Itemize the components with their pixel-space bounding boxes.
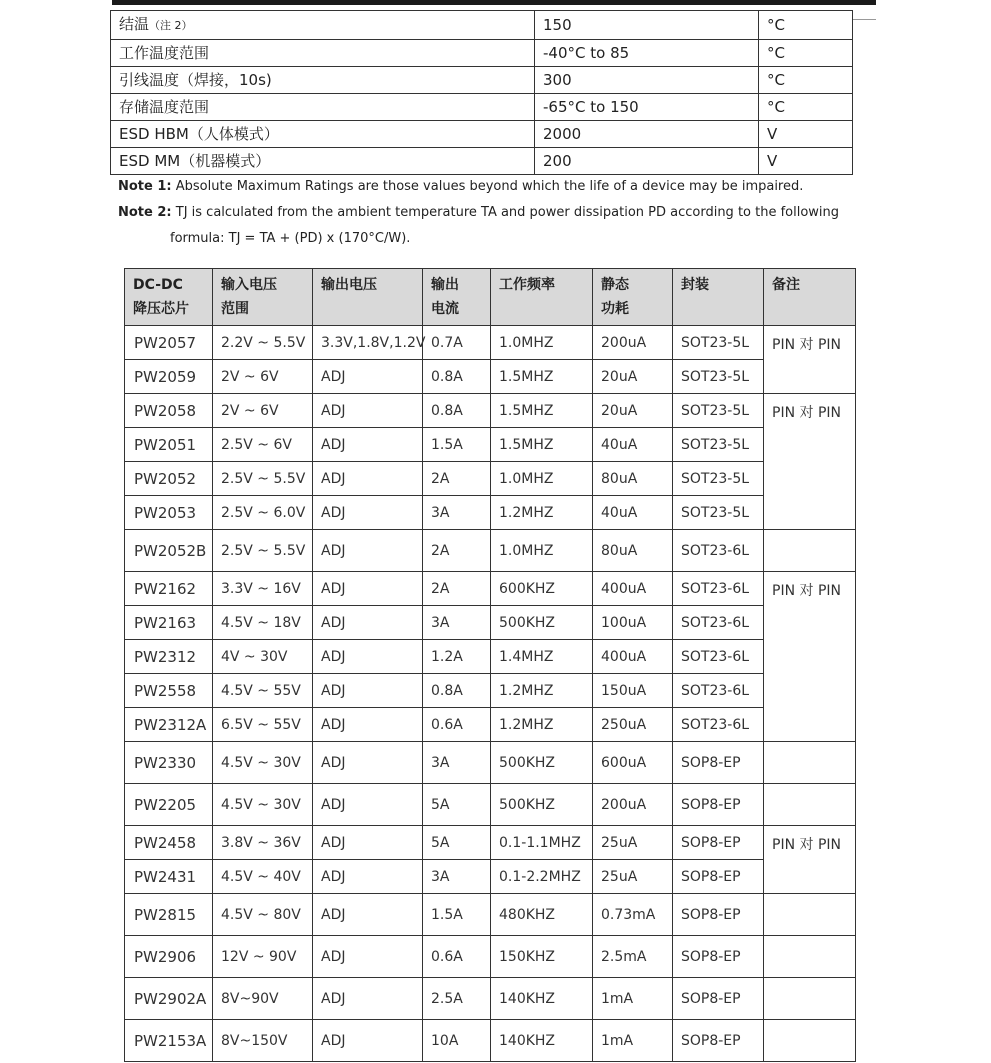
cell-quiescent-current: 200uA <box>593 784 673 826</box>
cell-package: SOT23-5L <box>673 428 764 462</box>
table-row <box>125 784 856 826</box>
cell-frequency: 1.5MHZ <box>491 360 593 394</box>
cell-quiescent-current: 100uA <box>593 606 673 640</box>
cell-model: PW2312 <box>125 640 213 674</box>
rating-unit: V <box>759 121 853 148</box>
cell-frequency: 1.2MHZ <box>491 708 593 742</box>
cell-quiescent-current: 20uA <box>593 360 673 394</box>
cell-package: SOP8-EP <box>673 784 764 826</box>
cell-output-current: 2A <box>423 530 491 572</box>
absolute-max-ratings-table <box>110 10 853 175</box>
rating-param: 工作温度范围 <box>119 44 210 62</box>
cell-model: PW2205 <box>125 784 213 826</box>
column-header <box>125 269 213 326</box>
cell-output-voltage: ADJ <box>313 742 423 784</box>
table-row <box>125 674 856 708</box>
ratings-row <box>111 94 853 121</box>
cell-remark <box>764 978 856 1020</box>
rating-param-cell <box>111 40 535 67</box>
cell-package: SOP8-EP <box>673 978 764 1020</box>
cell-output-voltage: ADJ <box>313 978 423 1020</box>
cell-output-current: 3A <box>423 606 491 640</box>
cell-model: PW2431 <box>125 860 213 894</box>
cell-package: SOT23-6L <box>673 674 764 708</box>
table-row <box>125 394 856 428</box>
cell-input-range: 4.5V ~ 30V <box>213 742 313 784</box>
cell-model: PW2815 <box>125 894 213 936</box>
cell-input-range: 3.8V ~ 36V <box>213 826 313 860</box>
cell-package: SOT23-5L <box>673 394 764 428</box>
cell-output-current: 1.5A <box>423 894 491 936</box>
cell-remark: PIN 对 PIN <box>764 826 856 894</box>
rating-unit: °C <box>759 40 853 67</box>
cell-quiescent-current: 1mA <box>593 978 673 1020</box>
rating-unit: °C <box>759 11 853 40</box>
column-header <box>213 269 313 326</box>
column-header-line1: 备注 <box>772 277 800 293</box>
rating-param-cell <box>111 121 535 148</box>
column-header-line2: 降压芯片 <box>133 301 189 317</box>
cell-package: SOT23-6L <box>673 530 764 572</box>
cell-output-voltage: ADJ <box>313 360 423 394</box>
cell-quiescent-current: 40uA <box>593 428 673 462</box>
cell-package: SOP8-EP <box>673 894 764 936</box>
cell-input-range: 8V~90V <box>213 978 313 1020</box>
table-row <box>125 496 856 530</box>
cell-output-current: 0.6A <box>423 708 491 742</box>
rating-param-note: （注 2） <box>149 19 193 32</box>
cell-remark <box>764 530 856 572</box>
cell-output-current: 0.8A <box>423 360 491 394</box>
table-row <box>125 894 856 936</box>
note-2-label: Note 2: <box>118 205 172 220</box>
cell-output-voltage: ADJ <box>313 936 423 978</box>
cell-frequency: 0.1-2.2MHZ <box>491 860 593 894</box>
cell-frequency: 1.5MHZ <box>491 428 593 462</box>
cell-output-voltage: ADJ <box>313 530 423 572</box>
table-row <box>125 978 856 1020</box>
rating-param-cell <box>111 148 535 175</box>
cell-quiescent-current: 80uA <box>593 530 673 572</box>
column-header-line1: 输入电压 <box>221 277 277 293</box>
cell-output-voltage: ADJ <box>313 572 423 606</box>
column-header <box>491 269 593 326</box>
table-row <box>125 640 856 674</box>
cell-quiescent-current: 400uA <box>593 572 673 606</box>
cell-model: PW2052 <box>125 462 213 496</box>
cell-input-range: 2.5V ~ 6.0V <box>213 496 313 530</box>
cell-quiescent-current: 2.5mA <box>593 936 673 978</box>
cell-package: SOP8-EP <box>673 860 764 894</box>
cell-frequency: 1.2MHZ <box>491 496 593 530</box>
cell-quiescent-current: 250uA <box>593 708 673 742</box>
cell-package: SOT23-6L <box>673 708 764 742</box>
cell-frequency: 0.1-1.1MHZ <box>491 826 593 860</box>
note-1-text: Absolute Maximum Ratings are those values beyond which the life of a device may be impaired. <box>171 179 804 194</box>
table-header-row <box>125 269 856 326</box>
column-header <box>423 269 491 326</box>
cell-input-range: 6.5V ~ 55V <box>213 708 313 742</box>
table-row <box>125 606 856 640</box>
table-row <box>125 826 856 860</box>
cell-quiescent-current: 1mA <box>593 1020 673 1062</box>
table-row <box>125 572 856 606</box>
cell-output-voltage: ADJ <box>313 674 423 708</box>
cell-package: SOT23-5L <box>673 496 764 530</box>
cell-output-voltage: ADJ <box>313 496 423 530</box>
cell-quiescent-current: 20uA <box>593 394 673 428</box>
cell-quiescent-current: 80uA <box>593 462 673 496</box>
cell-output-current: 3A <box>423 742 491 784</box>
cell-model: PW2057 <box>125 326 213 360</box>
rating-param-cell <box>111 11 535 40</box>
rating-param: ESD MM（机器模式） <box>119 152 271 170</box>
table-row <box>125 462 856 496</box>
cell-output-voltage: ADJ <box>313 860 423 894</box>
cell-output-voltage: ADJ <box>313 428 423 462</box>
cell-frequency: 1.2MHZ <box>491 674 593 708</box>
column-header-line2: 电流 <box>431 301 459 317</box>
cell-quiescent-current: 400uA <box>593 640 673 674</box>
column-header-line1: 封装 <box>681 277 709 293</box>
cell-input-range: 3.3V ~ 16V <box>213 572 313 606</box>
column-header-line1: 工作频率 <box>499 277 555 293</box>
column-header-line2: 功耗 <box>601 301 629 317</box>
ratings-row <box>111 121 853 148</box>
cell-remark: PIN 对 PIN <box>764 394 856 530</box>
cell-input-range: 4.5V ~ 80V <box>213 894 313 936</box>
rating-value: 2000 <box>535 121 759 148</box>
cell-frequency: 500KHZ <box>491 784 593 826</box>
rating-value: 300 <box>535 67 759 94</box>
cell-input-range: 2.2V ~ 5.5V <box>213 326 313 360</box>
cell-remark: PIN 对 PIN <box>764 572 856 742</box>
note-2-text: TJ is calculated from the ambient temperature TA and power dissipation PD according to the following <box>171 205 840 220</box>
cell-package: SOP8-EP <box>673 826 764 860</box>
cell-package: SOP8-EP <box>673 1020 764 1062</box>
column-header <box>593 269 673 326</box>
cell-model: PW2312A <box>125 708 213 742</box>
column-header-line1: 静态 <box>601 277 629 293</box>
cell-output-current: 3A <box>423 860 491 894</box>
cell-input-range: 4.5V ~ 55V <box>213 674 313 708</box>
table-row <box>125 708 856 742</box>
cell-output-current: 0.8A <box>423 394 491 428</box>
cell-quiescent-current: 150uA <box>593 674 673 708</box>
cell-output-voltage: ADJ <box>313 606 423 640</box>
cell-output-voltage: ADJ <box>313 708 423 742</box>
cell-model: PW2902A <box>125 978 213 1020</box>
rating-value: 150 <box>535 11 759 40</box>
rating-param-cell <box>111 67 535 94</box>
cell-remark <box>764 936 856 978</box>
cell-model: PW2163 <box>125 606 213 640</box>
cell-output-voltage: ADJ <box>313 784 423 826</box>
ratings-row <box>111 40 853 67</box>
rating-param: 结温 <box>119 15 150 33</box>
cell-output-current: 10A <box>423 1020 491 1062</box>
cell-output-current: 2A <box>423 572 491 606</box>
rating-param: ESD HBM（人体模式） <box>119 125 279 143</box>
cell-package: SOP8-EP <box>673 742 764 784</box>
cell-frequency: 140KHZ <box>491 978 593 1020</box>
rating-param: 存储温度范围 <box>119 98 210 116</box>
cell-package: SOT23-5L <box>673 326 764 360</box>
cell-frequency: 600KHZ <box>491 572 593 606</box>
cell-model: PW2153A <box>125 1020 213 1062</box>
cell-output-current: 1.2A <box>423 640 491 674</box>
cell-model: PW2053 <box>125 496 213 530</box>
column-header-line2: 范围 <box>221 301 249 317</box>
cell-remark <box>764 742 856 784</box>
cell-output-current: 5A <box>423 826 491 860</box>
cell-frequency: 1.0MHZ <box>491 326 593 360</box>
cell-package: SOT23-5L <box>673 360 764 394</box>
cell-output-voltage: 3.3V,1.8V,1.2V <box>313 326 423 360</box>
cell-output-voltage: ADJ <box>313 894 423 936</box>
cell-input-range: 2.5V ~ 5.5V <box>213 462 313 496</box>
table-row <box>125 360 856 394</box>
cell-input-range: 2V ~ 6V <box>213 394 313 428</box>
cell-model: PW2458 <box>125 826 213 860</box>
cell-model: PW2052B <box>125 530 213 572</box>
cell-input-range: 2.5V ~ 5.5V <box>213 530 313 572</box>
column-header <box>673 269 764 326</box>
cell-input-range: 8V~150V <box>213 1020 313 1062</box>
table-row <box>125 936 856 978</box>
ratings-row <box>111 67 853 94</box>
column-header-line1: DC-DC <box>133 277 183 293</box>
cell-package: SOT23-6L <box>673 572 764 606</box>
ratings-row <box>111 11 853 40</box>
cell-input-range: 4.5V ~ 40V <box>213 860 313 894</box>
cell-model: PW2906 <box>125 936 213 978</box>
cell-output-current: 5A <box>423 784 491 826</box>
cell-output-current: 3A <box>423 496 491 530</box>
cell-input-range: 12V ~ 90V <box>213 936 313 978</box>
cell-output-current: 0.6A <box>423 936 491 978</box>
cell-remark <box>764 784 856 826</box>
cell-quiescent-current: 25uA <box>593 860 673 894</box>
cell-frequency: 1.0MHZ <box>491 462 593 496</box>
cell-input-range: 4.5V ~ 18V <box>213 606 313 640</box>
top-rule-thin <box>852 19 876 20</box>
column-header <box>764 269 856 326</box>
cell-output-current: 0.8A <box>423 674 491 708</box>
dc-dc-buck-product-table <box>124 268 856 1062</box>
cell-model: PW2059 <box>125 360 213 394</box>
cell-remark <box>764 1020 856 1062</box>
cell-output-current: 0.7A <box>423 326 491 360</box>
rating-unit: V <box>759 148 853 175</box>
table-row <box>125 742 856 784</box>
cell-output-voltage: ADJ <box>313 826 423 860</box>
note-1 <box>118 178 803 196</box>
cell-output-current: 1.5A <box>423 428 491 462</box>
rating-value: -40°C to 85 <box>535 40 759 67</box>
cell-frequency: 1.4MHZ <box>491 640 593 674</box>
cell-remark: PIN 对 PIN <box>764 326 856 394</box>
cell-model: PW2558 <box>125 674 213 708</box>
cell-output-current: 2.5A <box>423 978 491 1020</box>
cell-frequency: 1.5MHZ <box>491 394 593 428</box>
cell-output-voltage: ADJ <box>313 640 423 674</box>
cell-quiescent-current: 0.73mA <box>593 894 673 936</box>
note-2 <box>118 204 860 222</box>
cell-quiescent-current: 200uA <box>593 326 673 360</box>
cell-model: PW2051 <box>125 428 213 462</box>
cell-model: PW2330 <box>125 742 213 784</box>
cell-input-range: 2.5V ~ 6V <box>213 428 313 462</box>
note-1-label: Note 1: <box>118 179 172 194</box>
cell-model: PW2162 <box>125 572 213 606</box>
cell-remark <box>764 894 856 936</box>
cell-frequency: 1.0MHZ <box>491 530 593 572</box>
ratings-row <box>111 148 853 175</box>
column-header-line1: 输出 <box>431 277 459 293</box>
table-row <box>125 860 856 894</box>
cell-frequency: 140KHZ <box>491 1020 593 1062</box>
cell-quiescent-current: 25uA <box>593 826 673 860</box>
column-header-line1: 输出电压 <box>321 277 377 293</box>
column-header <box>313 269 423 326</box>
note-2-formula: formula: TJ = TA + (PD) x (170°C/W). <box>170 231 411 246</box>
rating-value: -65°C to 150 <box>535 94 759 121</box>
top-rule <box>112 0 876 5</box>
cell-package: SOT23-6L <box>673 606 764 640</box>
table-row <box>125 428 856 462</box>
cell-input-range: 2V ~ 6V <box>213 360 313 394</box>
rating-value: 200 <box>535 148 759 175</box>
cell-model: PW2058 <box>125 394 213 428</box>
cell-quiescent-current: 40uA <box>593 496 673 530</box>
rating-unit: °C <box>759 67 853 94</box>
cell-package: SOP8-EP <box>673 936 764 978</box>
cell-package: SOT23-5L <box>673 462 764 496</box>
cell-output-voltage: ADJ <box>313 1020 423 1062</box>
cell-output-voltage: ADJ <box>313 462 423 496</box>
cell-frequency: 150KHZ <box>491 936 593 978</box>
cell-frequency: 500KHZ <box>491 742 593 784</box>
rating-unit: °C <box>759 94 853 121</box>
cell-input-range: 4.5V ~ 30V <box>213 784 313 826</box>
table-row <box>125 1020 856 1062</box>
cell-package: SOT23-6L <box>673 640 764 674</box>
cell-frequency: 480KHZ <box>491 894 593 936</box>
cell-output-current: 2A <box>423 462 491 496</box>
cell-quiescent-current: 600uA <box>593 742 673 784</box>
cell-frequency: 500KHZ <box>491 606 593 640</box>
cell-input-range: 4V ~ 30V <box>213 640 313 674</box>
table-row <box>125 530 856 572</box>
table-row <box>125 326 856 360</box>
rating-param-cell <box>111 94 535 121</box>
cell-output-voltage: ADJ <box>313 394 423 428</box>
rating-param: 引线温度（焊接，10s) <box>119 71 272 89</box>
